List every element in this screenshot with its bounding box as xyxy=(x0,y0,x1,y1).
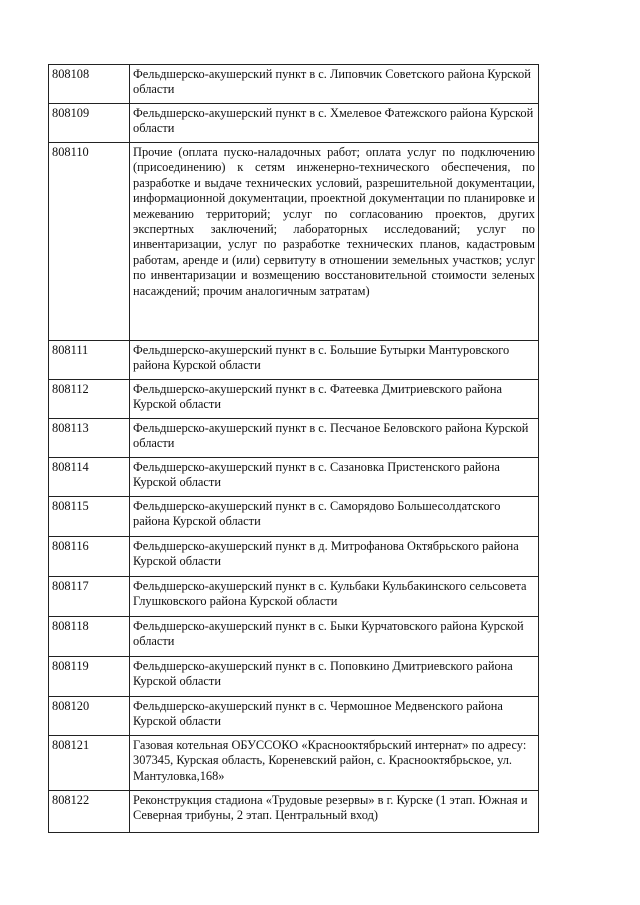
description-cell: Фельдшерско-акушерский пункт в с. Липовчик Советского района Курской области xyxy=(130,65,539,104)
code-cell: 808116 xyxy=(49,537,130,577)
code-cell: 808111 xyxy=(49,341,130,380)
description-cell: Фельдшерско-акушерский пункт в д. Митрофанова Октябрьского района Курской области xyxy=(130,537,539,577)
description-cell: Фельдшерско-акушерский пункт в с. Фатеевка Дмитриевского района Курской области xyxy=(130,380,539,419)
code-cell: 808118 xyxy=(49,617,130,657)
code-cell: 808110 xyxy=(49,143,130,341)
table-row xyxy=(49,497,539,537)
code-cell: 808113 xyxy=(49,419,130,458)
table-row xyxy=(49,537,539,577)
description-cell: Фельдшерско-акушерский пункт в с. Сазановка Пристенского района Курской области xyxy=(130,458,539,497)
code-cell: 808112 xyxy=(49,380,130,419)
description-cell: Фельдшерско-акушерский пункт в с. Саморядово Большесолдатского района Курской области xyxy=(130,497,539,537)
description-cell: Реконструкция стадиона «Трудовые резервы» в г. Курске (1 этап. Южная и Северная трибуны, 2 этап. Центральный вход) xyxy=(130,791,539,833)
code-cell: 808115 xyxy=(49,497,130,537)
table-row xyxy=(49,791,539,833)
description-cell: Фельдшерско-акушерский пункт в с. Поповкино Дмитриевского района Курской области xyxy=(130,657,539,697)
code-cell: 808122 xyxy=(49,791,130,833)
description-cell: Газовая котельная ОБУССОКО «Краснооктябрьский интернат» по адресу: 307345, Курская область, Кореневский район, с. Краснооктябрьское, ул. Мантуловка,168» xyxy=(130,736,539,791)
table-row xyxy=(49,736,539,791)
table-row xyxy=(49,617,539,657)
code-cell: 808109 xyxy=(49,104,130,143)
table-row xyxy=(49,697,539,736)
code-cell: 808121 xyxy=(49,736,130,791)
description-cell: Фельдшерско-акушерский пункт в с. Кульбаки Кульбакинского сельсовета Глушковского района Курской области xyxy=(130,577,539,617)
description-cell: Фельдшерско-акушерский пункт в с. Быки Курчатовского района Курской области xyxy=(130,617,539,657)
table-row xyxy=(49,143,539,341)
code-cell: 808114 xyxy=(49,458,130,497)
table-row xyxy=(49,577,539,617)
description-cell: Прочие (оплата пуско-наладочных работ; оплата услуг по подключению (присоединению) к сетям инженерно-технического обеспечения, по разработке и выдаче технических условий, разрешительной документации, информационной документации, проектной документации по планировке и межеванию территорий; услуг по согласованию проектов, других экспертных заключений; лабораторных исследований; услуг по инвентаризации, услуг по разработке технических планов, кадастровым работам, аренде и (или) сервитуту в отношении земельных участков; услуг по инвентаризации и возмещению восстановительной стоимости зеленых насаждений; прочим аналогичным затратам) xyxy=(130,143,539,341)
table-row xyxy=(49,419,539,458)
table-row xyxy=(49,341,539,380)
code-table xyxy=(48,64,539,833)
table-row xyxy=(49,104,539,143)
table-row xyxy=(49,657,539,697)
code-cell: 808119 xyxy=(49,657,130,697)
code-cell: 808117 xyxy=(49,577,130,617)
document-page xyxy=(48,64,535,833)
table-row xyxy=(49,458,539,497)
description-cell: Фельдшерско-акушерский пункт в с. Большие Бутырки Мантуровского района Курской области xyxy=(130,341,539,380)
table-row xyxy=(49,380,539,419)
code-cell: 808108 xyxy=(49,65,130,104)
description-cell: Фельдшерско-акушерский пункт в с. Песчаное Беловского района Курской области xyxy=(130,419,539,458)
table-row xyxy=(49,65,539,104)
description-cell: Фельдшерско-акушерский пункт в с. Хмелевое Фатежского района Курской области xyxy=(130,104,539,143)
code-cell: 808120 xyxy=(49,697,130,736)
description-cell: Фельдшерско-акушерский пункт в с. Чермошное Медвенского района Курской области xyxy=(130,697,539,736)
